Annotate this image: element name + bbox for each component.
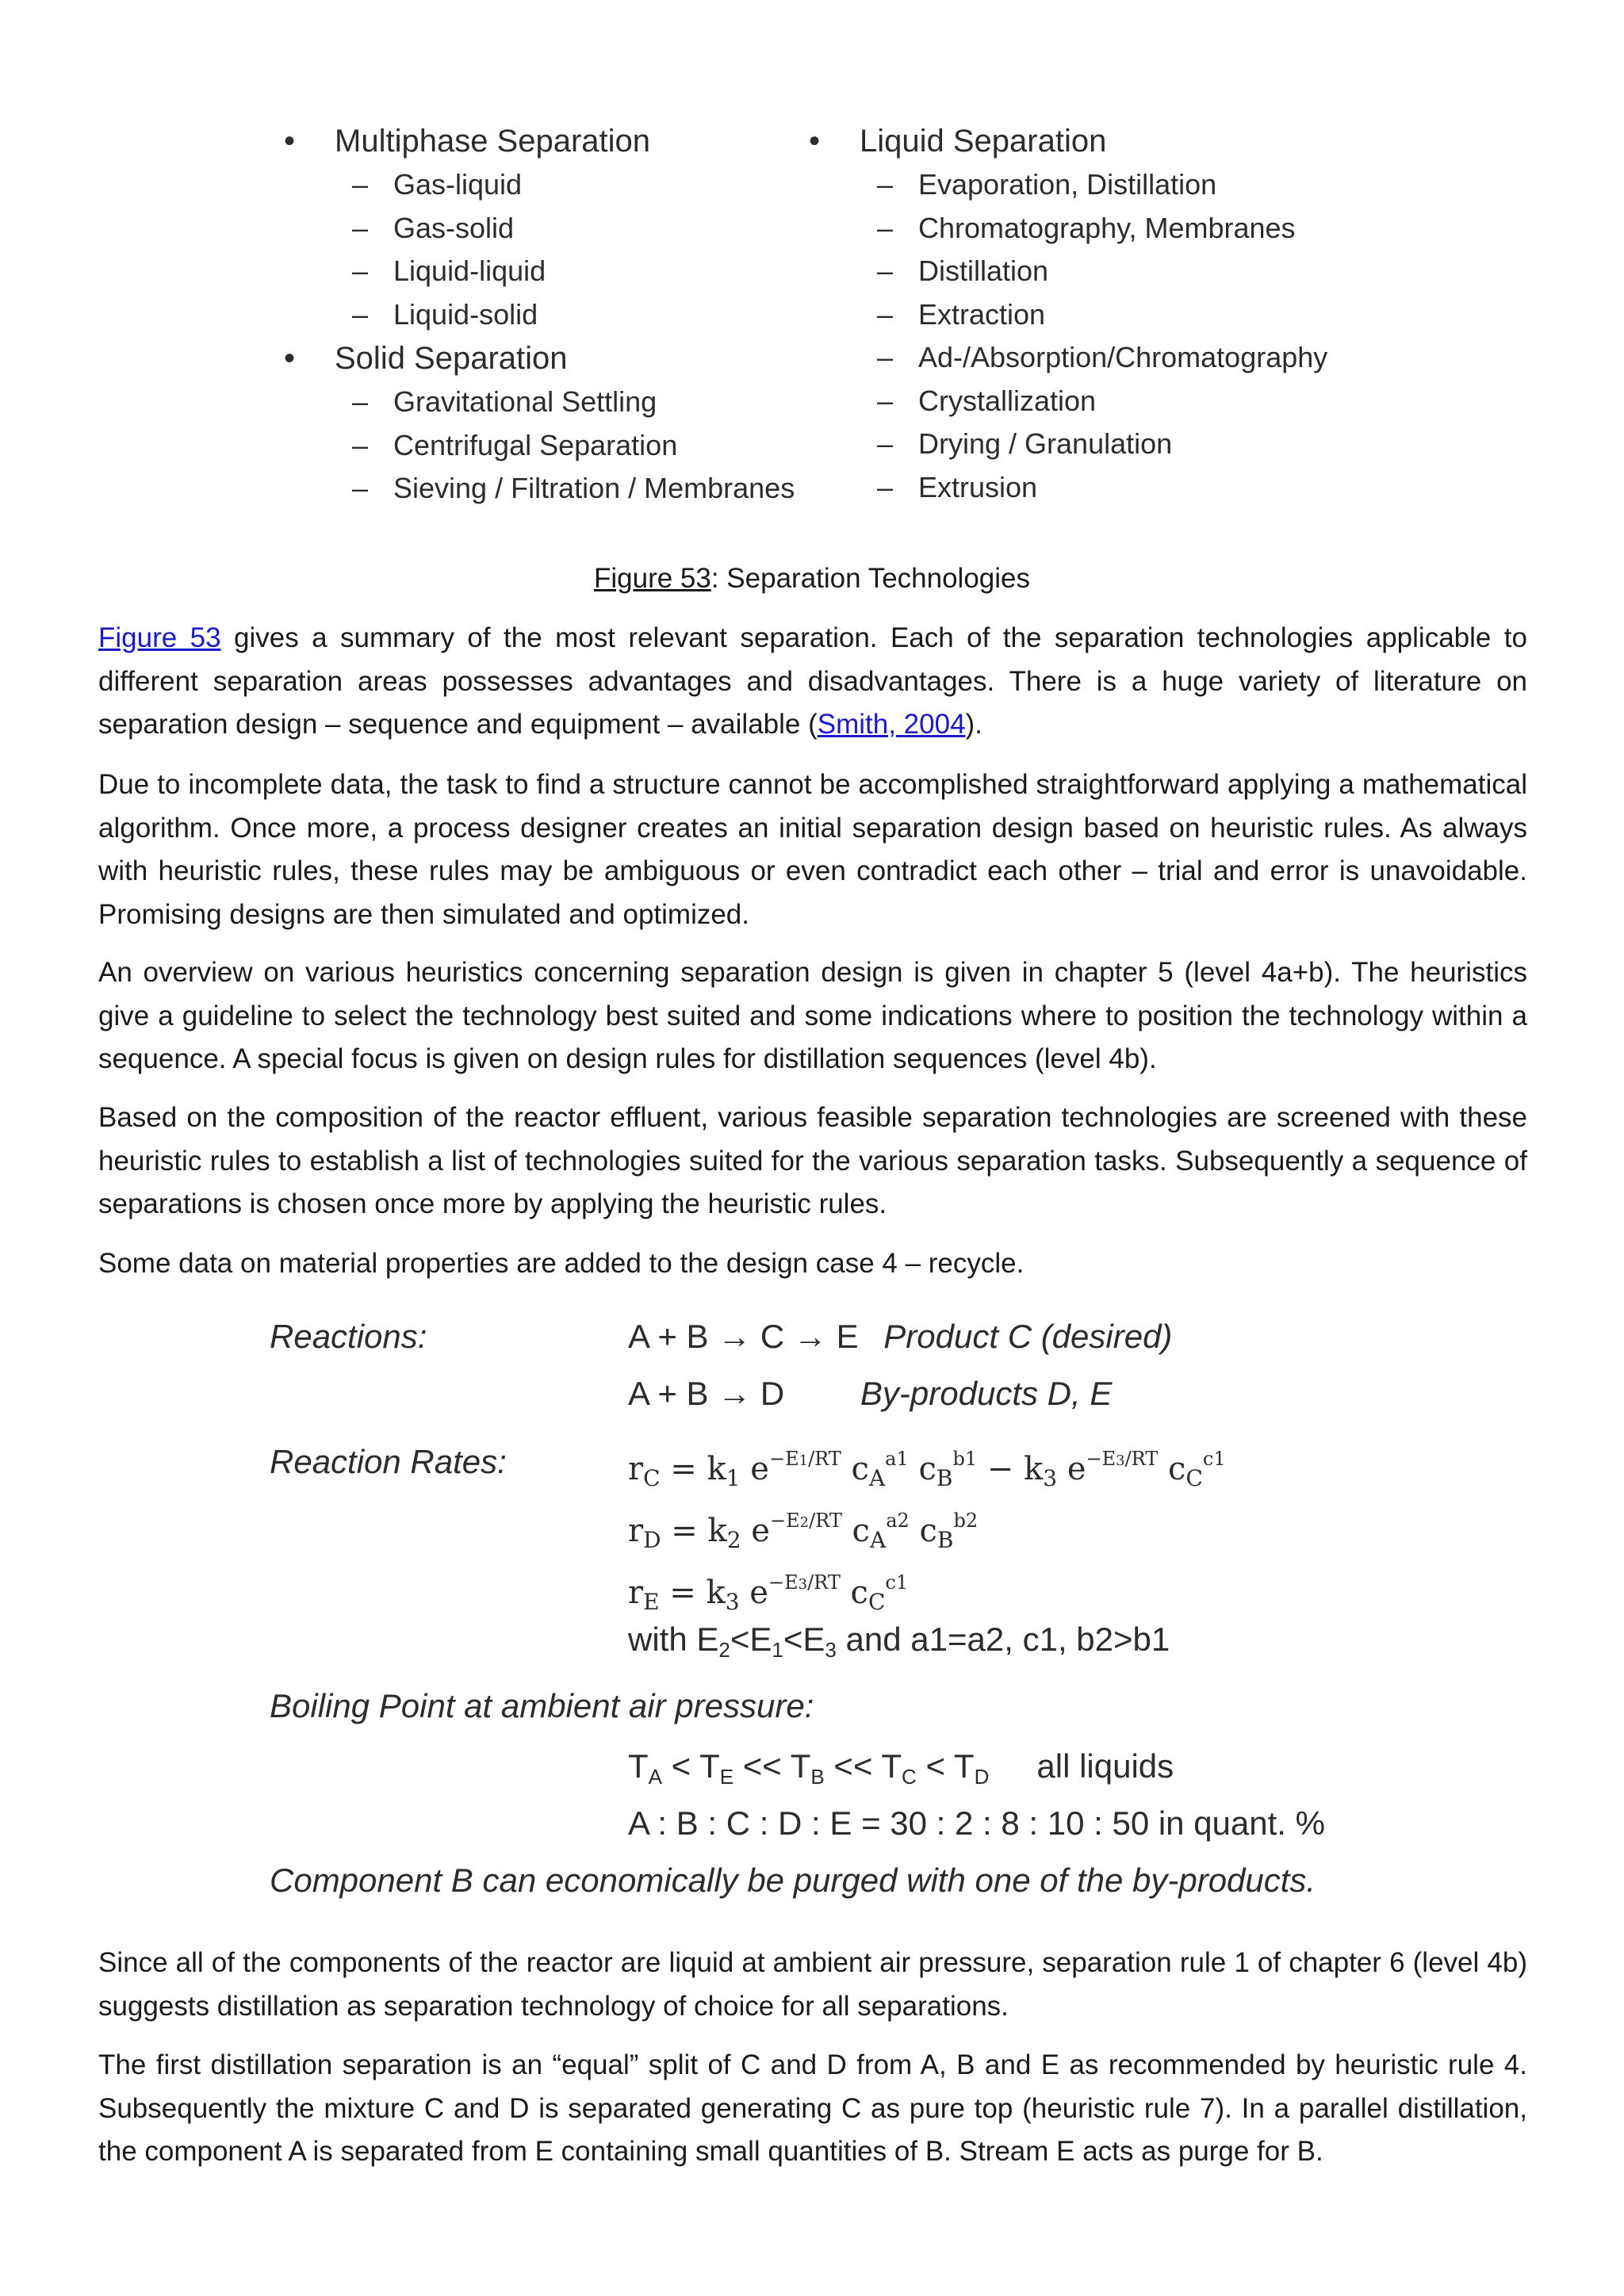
boiling-order: TA < TE << TB << TC < TD all liquids <box>628 1747 1174 1789</box>
list-item: – Crystallization <box>877 384 1097 417</box>
separation-column-right <box>802 119 1327 509</box>
list-item: – Liquid-solid <box>352 297 538 331</box>
smith-2004-citation-link[interactable]: Smith, 2004 <box>817 709 966 740</box>
rate-equation-c: $r_C = k_1$ $e^{-E1/RT}$ $c_A^{a1}$ $c_B^{b1} - k_3$ $e^{-E3/RT}$ $c_C^{c1}$ <box>628 1448 1226 1491</box>
liquid-separation-heading: • Liquid Separation <box>809 124 1107 159</box>
list-item: – Gas-liquid <box>352 168 523 201</box>
paragraph-3: An overview on various heuristics concerning separation design is given in chapter 5 (level 4a+b). The heuristics give a guideline to select the technology best suited and some indications where to position the technology within a sequence. A special focus is given on design rules for distillation sequences (level 4b). <box>98 957 1527 1074</box>
list-item: – Chromatography, Membranes <box>877 211 1296 244</box>
rate-equation-e: $r_E = k_3$ $e^{-E3/RT}$ $c_C^{c1}$ <box>628 1571 909 1615</box>
reaction-1: A + B → C → E Product C (desired) <box>628 1318 1173 1355</box>
list-item: – Ad-/Absorption/Chromatography <box>877 341 1328 373</box>
separation-column-left <box>278 119 795 511</box>
multiphase-heading: • Multiphase Separation <box>284 124 651 159</box>
list-item: – Distillation <box>877 254 1049 287</box>
list-item: – Extrusion <box>877 470 1038 503</box>
solid-separation-heading: • Solid Separation <box>284 341 568 376</box>
paragraph-5: Some data on material properties are added to the design case 4 – recycle. <box>98 1248 1025 1279</box>
composition-ratio: A : B : C : D : E = 30 : 2 : 8 : 10 : 50 in quant. % <box>628 1804 1325 1842</box>
figure-label: Figure 53 <box>593 563 711 594</box>
separation-technologies-figure <box>278 119 1388 515</box>
paragraph-4: Based on the composition of the reactor effluent, various feasible separation technologies are screened with these heuristic rules to establish a list of technologies suited for the various separation tasks. Subsequently a sequence of separations is chosen once more by applying the heuristic rules. <box>98 1102 1527 1219</box>
paragraph-6: Since all of the components of the reactor are liquid at ambient air pressure, separation rule 1 of chapter 6 (level 4b) suggests distillation as separation technology of choice for all separations. <box>98 1947 1527 2022</box>
list-item: – Gas-solid <box>352 211 515 244</box>
figure-53-link[interactable]: Figure 53 <box>98 622 221 653</box>
reaction-data-figure <box>270 1300 1396 1919</box>
purge-note: Component B can economically be purged with one of the by-products. <box>270 1862 1316 1899</box>
list-item: – Centrifugal Separation <box>352 428 678 461</box>
boiling-point-label: Boiling Point at ambient air pressure: <box>270 1687 814 1724</box>
list-item: – Liquid-liquid <box>352 254 546 287</box>
list-item: – Gravitational Settling <box>352 385 657 418</box>
paragraph-1: Figure 53 gives a summary of the most relevant separation. Each of the separation technologies applicable to different separation areas possesses advantages and disadvantages. There is a huge variety of literature on separation design – sequence and equipment – available (Smith, 2004). <box>98 622 1527 740</box>
rate-equation-d: $r_D = k_2$ $e^{-E2/RT}$ $c_A^{a2}$ $c_B^{b2}$ <box>628 1510 979 1553</box>
list-item: – Extraction <box>877 297 1046 331</box>
paragraph-2: Due to incomplete data, the task to find a structure cannot be accomplished straightforward applying a mathematical algorithm. Once more, a process designer creates an initial separation design based on heuristic rules. As always with heuristic rules, these rules may be ambiguous or even contradict each other – trial and error is unavoidable. Promising designs are then simulated and optimized. <box>98 769 1527 930</box>
list-item: – Evaporation, Distillation <box>877 168 1217 201</box>
reaction-2: A + B → D By-products D, E <box>628 1375 1113 1412</box>
reaction-rates-label: Reaction Rates: <box>270 1443 507 1480</box>
figure-caption: Figure 53: Separation Technologies <box>593 563 1031 594</box>
list-item: – Drying / Granulation <box>877 427 1173 460</box>
paragraph-7: The first distillation separation is an “equal” split of C and D from A, B and E as recommended by heuristic rule 4. Subsequently the mixture C and D is separated generating C as pure top (heuristic rule 7). In a parallel distillation, the component A is separated from E containing small quantities of B. Stream E acts as purge for B. <box>98 2049 1527 2167</box>
reactions-label: Reactions: <box>270 1318 427 1355</box>
list-item: – Sieving / Filtration / Membranes <box>352 472 795 504</box>
rate-condition: with E2<E1<E3 and a1=a2, c1, b2>b1 <box>628 1621 1170 1662</box>
